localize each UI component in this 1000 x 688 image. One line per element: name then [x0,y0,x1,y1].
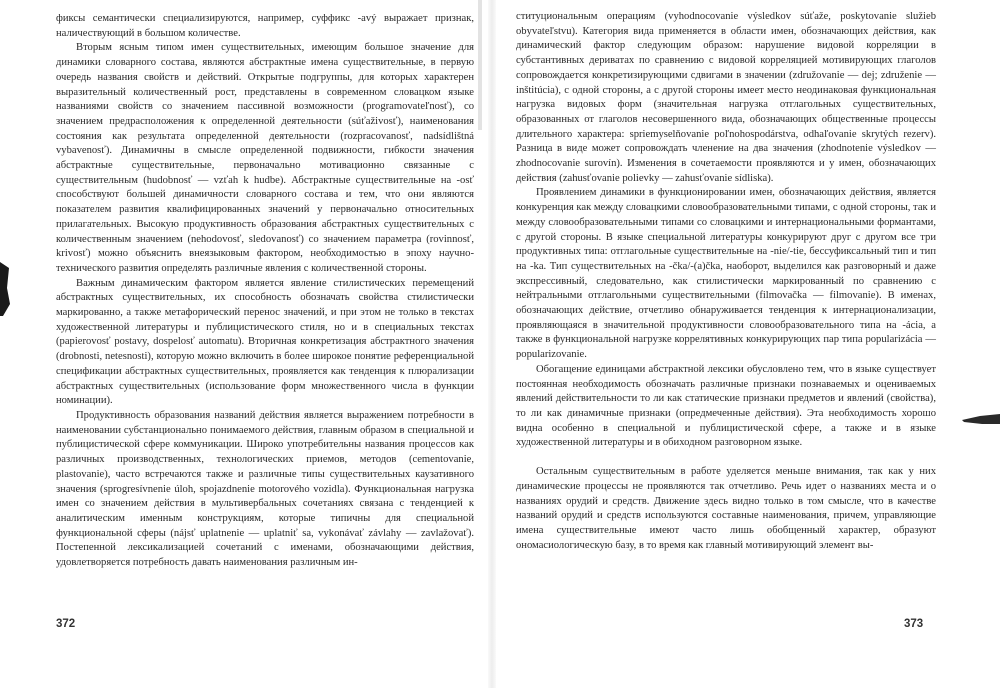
right-paragraph-1: ституциональным операциям (vyhodnocovanie výsledkov súťaže, poskytovanie služieb obyvateľstvu). Категория вида применяется в области имен, обозначающих действия, как динамический фактор следующим образом: нарушение видовой корреляции в субстантивных дериватах по сравнению с видовой корреляцией мотивирующих глаголов сопровождается конкретизирующими сдвигами в значении (združovanie — dej; združenie — inštitúcia), с одной стороны, а с другой стороны имеет место неодинаковая функциональная нагрузка видовых форм (значительная нагрузка отглагольных существительных, образованных от глаголов несовершенного вида, обозначающих общественные процессы длительного характера: spriemyselňovanie poľnohospodárstva, odhaľovanie skrytých rezerv). Разница в виде может сопровождать членение на два значения (zhodnotenie výsledkov — zhodnocovanie surovín). Изменения в сочетаемости проявляются и у имен, обозначающих действия (zahusťovanie polievky — zahusťovanie sídliska). [516,11,936,184]
left-paragraph-3: Важным динамическим фактором является явление стилистических перемещений абстрактных существительных, их способность обозначать свойства стилистически маркированно, а также метафорический перенос значений, и при этом не только в текстах художественной литературы и публицистического стиля, но и в специальных текстах (papierovosť postavy, dospelosť automatu). Вторичная конкретизация абстрактного значения (drobnosti, netesnosti), которую можно включить в более широкое понятие референциальной спецификации абстрактных существительных, проявляется как тенденция к плюрализации абстрактных существительных (использование форм множественного числа в функции номинации). [56,277,474,407]
gutter-shadow [478,0,482,130]
scan-edge-mark-right [960,410,1000,430]
right-page [516,10,936,553]
book-gutter [488,0,496,688]
right-page-number: 373 [904,618,924,630]
left-paragraph-2: Вторым ясным типом имен существительных, имеющим большое значение для динамики словарного состава, являются абстрактные имена существительные, в первую очередь названия свойств и действий. Открытые подгруппы, для которых характерен выразительный количественный рост, представлены в современном словацком языке названиями свойств со значением пассивной возможности (programovateľnosť), со значением предрасположения к определенной деятельности (súťaživosť), наименования состояния как результата определенной деятельности (rozpracovanosť, nadsídlištná vybavenosť). Динамичны в смысле определенной подвижности, гибкости значения абстрактные существительные, первоначально мотивационно связанные с существительным (hudobnosť — vzťah k hudbe). Абстрактные существительные на -osť способствуют большей динамичности словарного состава и тем, что они являются показателем развития квалифицированных значений у первоначально относительных прилагательных. Высокую продуктивность образования абстрактных существительных с количественным значением (nehodovosť, sledovanosť) со значением параметра (rovinnosť, krivosť) можно объяснить внеязыковым фактором, необходимостью в эпоху научно-технического развития определять различные явления с количественной стороны. [56,42,474,274]
scan-edge-mark-left [0,258,14,320]
left-paragraph-1: фиксы семантически специализируются, например, суффикс -avý выражает признак, наличествующий в большом количестве. [56,13,474,39]
right-paragraph-3: Обогащение единицами абстрактной лексики обусловлено тем, что в языке существует постоянная необходимость обозначать различные признаки познаваемых и оцениваемых явлений действительности то ли как статические признаки предметов и явлений (свойства), то ли как динамичные признаки (опредмеченные действия). Эта необходимость хорошо видна особенно в специальной и публицистической сфере, а также и в языке художественной литературы и в обиходном разговорном языке. [516,363,936,449]
left-page-number: 372 [56,618,76,630]
left-page [56,12,474,571]
right-paragraph-2: Проявлением динамики в функционировании имен, обозначающих действия, является конкуренция как между словацкими словообразовательными типами, с одной стороны, так и между словообразовательными типами со словацкими и интернациональными формантами, с другой стороны. В языке специальной литературы конкурируют друг с другом все три продуктивных типа: отглагольные существительные на -nie/-tie, бессуфиксальный тип и тип на -ka. Тип существительных на -čka/-(a)čka, наоборот, выделился как разговорный и даже экспрессивный, следовательно, как стилистически маркированный по сравнению с нейтральными отглагольными существительными (filmovačka — filmovanie). В именах, обозначающих действие, отчетливо обнаруживается тенденция к интернационализации, проявляющаяся в значительной продуктивности словообразовательного типа на -ácia, а также в функциональной нагрузке коррелятивных конкурирующих пар типа popularizácia — popularizovanie. [516,187,936,361]
right-paragraph-4: Остальным существительным в работе уделяется меньше внимания, так как у них динамические процессы не проявляются так отчетливо. Речь идет о названиях места и о названиях орудий и средств. Движение здесь видно только в том смысле, что в качестве названий орудий и средств используются составные наименования, причем, управляющие имена существительные имеют часто лишь обобщенный характер, образуют ономасиологическую базу, в то время как главный мотивирующий элемент вы- [516,466,936,551]
left-paragraph-4: Продуктивность образования названий действия является выражением потребности в наименовании субстанционально понимаемого действия, главным образом в специальной и публицистической сфере коммуникации. Широко употребительны названия процессов как различных производственных, технологических приемов, методов (cementovanie, plastovanie), часто встречаются также и различные типы существительных каузативного значения (sprogresívnenie úloh, spojazdnenie motorového vozidla). Функциональная нагрузка имен со значением действия в мультивербальных сочетаниях связана с тенденцией к аналитическим именным конструкциям, которые типичны для специальной функциональной сферы (nájsť uplatnenie — uplatniť sa, vykonávať závlahy — zavlažovať). Постепенной лексикализацией сочетаний с именами, обозначающими действия, удовлетворяется потребность давать наименования различным ин- [56,409,474,569]
